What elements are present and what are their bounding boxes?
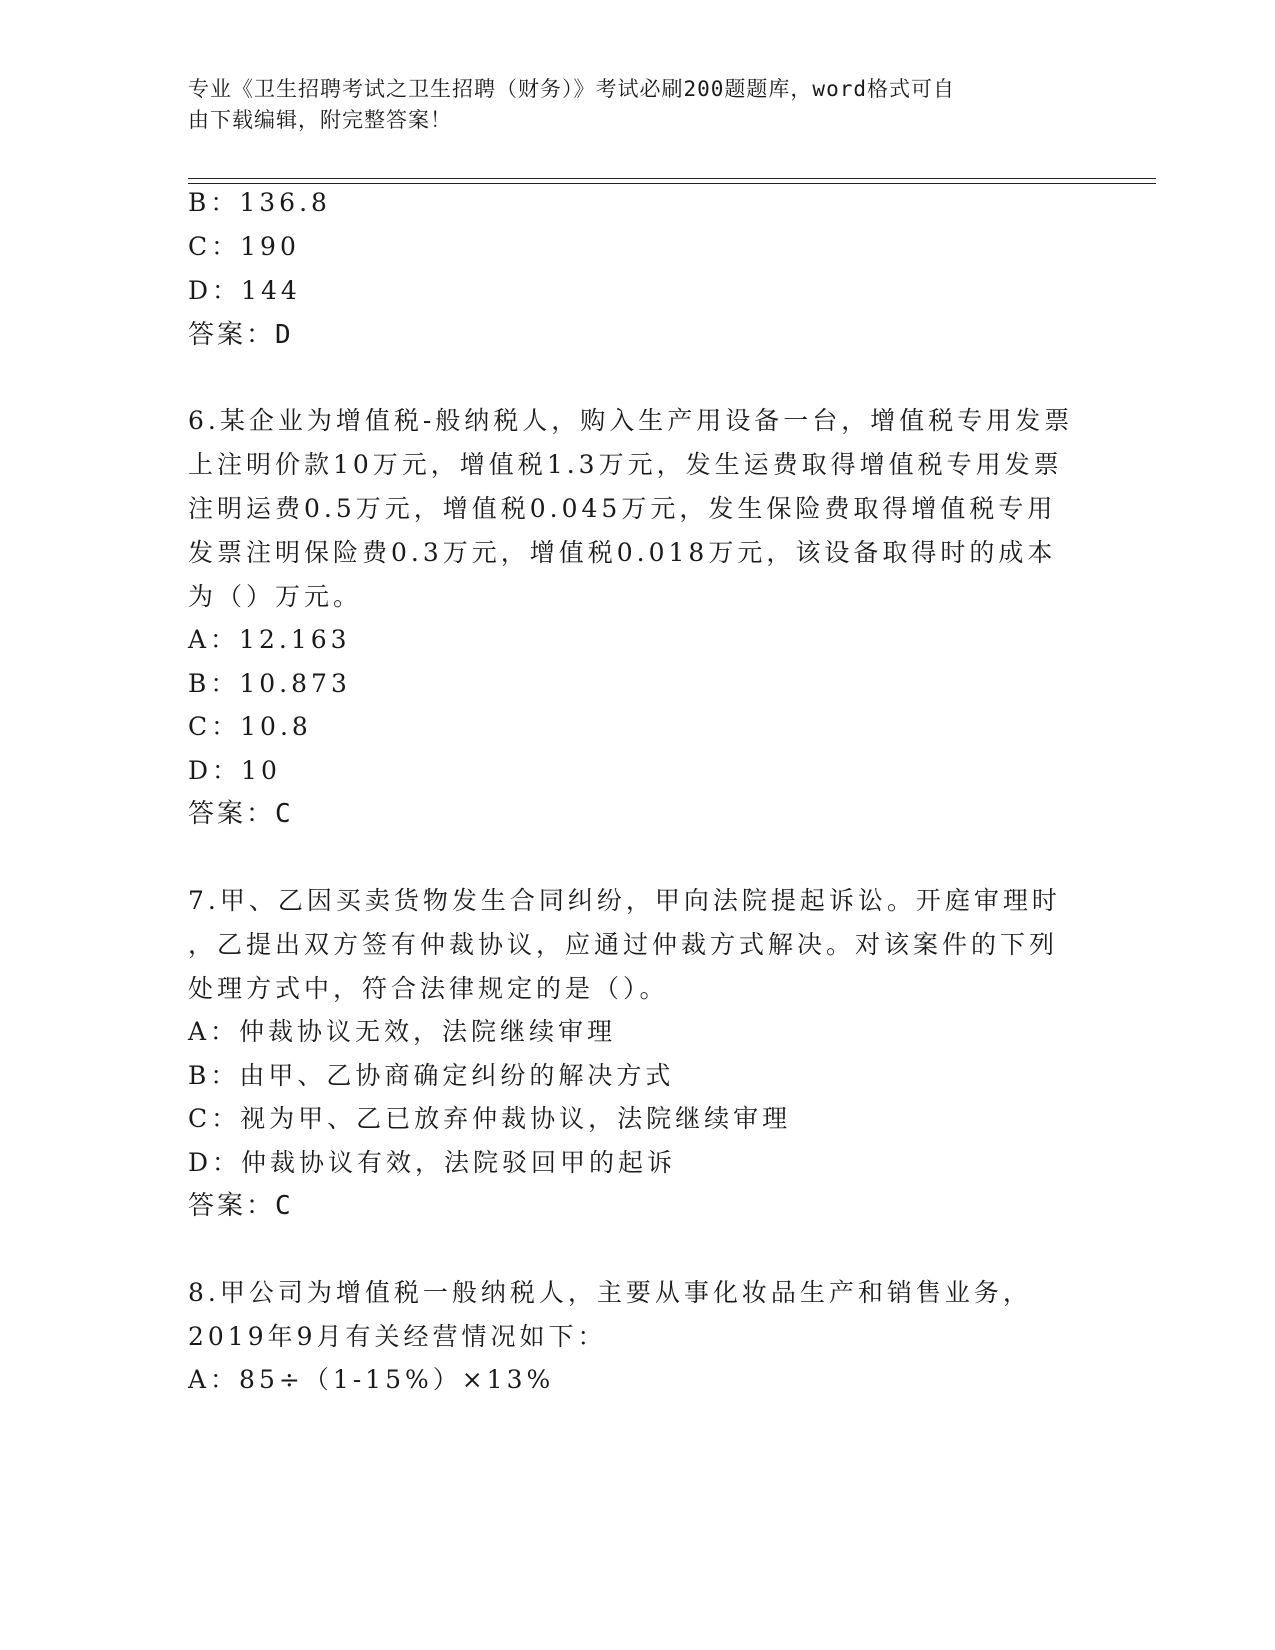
q6-stem-line-1: 6.某企业为增值税-般纳税人，购入生产用设备一台，增值税专用发票 [188, 406, 1074, 435]
q7-stem-line-1: 7.甲、乙因买卖货物发生合同纠纷，甲向法院提起诉讼。开庭审理时 [188, 886, 1061, 915]
q7-stem-line-3: 处理方式中，符合法律规定的是（）。 [188, 974, 669, 1003]
header-divider-top [188, 178, 1156, 179]
header-divider-bottom [188, 183, 1156, 184]
q8-option-a: A：85÷（1-15%）×13% [188, 1365, 555, 1394]
q6-option-d: D：10 [188, 756, 281, 785]
header-line-2: 由下载编辑，附完整答案！ [188, 108, 452, 132]
q7-option-a: A：仲裁协议无效，法院继续审理 [188, 1017, 617, 1046]
q7-option-d: D：仲裁协议有效，法院驳回甲的起诉 [188, 1148, 677, 1177]
q6-option-a: A：12.163 [188, 625, 351, 654]
q6-stem-line-3: 注明运费0.5万元，增值税0.045万元，发生保险费取得增值税专用 [188, 494, 1057, 523]
q6-option-c: C：10.8 [188, 712, 312, 741]
q6-stem-line-2: 上注明价款10万元，增值税1.3万元，发生运费取得增值税专用发票 [188, 450, 1063, 479]
document-header [188, 74, 1068, 136]
q7-answer: 答案：C [188, 1191, 294, 1221]
q6-stem-line-4: 发票注明保险费0.3万元，增值税0.018万元，该设备取得时的成本 [188, 538, 1057, 567]
q6-stem-line-5: 为（）万元。 [188, 582, 363, 611]
q6-option-b: B：10.873 [188, 669, 351, 698]
header-line-1: 专业《卫生招聘考试之卫生招聘（财务）》考试必刷200题题库，word格式可自 [188, 77, 955, 101]
q5-option-d: D：144 [188, 276, 301, 305]
q6-answer: 答案：C [188, 799, 294, 829]
q7-stem-line-2: ，乙提出双方签有仲裁协议，应通过仲裁方式解决。对该案件的下列 [188, 930, 1059, 959]
q5-answer: 答案：D [188, 320, 294, 350]
q5-option-b: B：136.8 [188, 188, 331, 217]
q7-option-c: C：视为甲、乙已放弃仲裁协议，法院继续审理 [188, 1104, 792, 1133]
q5-option-c: C：190 [188, 232, 300, 261]
q8-stem-line-1: 8.甲公司为增值税一般纳税人，主要从事化妆品生产和销售业务， [188, 1278, 1032, 1307]
q8-stem-line-2: 2019年9月有关经营情况如下： [188, 1322, 607, 1351]
q7-option-b: B：由甲、乙协商确定纠纷的解决方式 [188, 1061, 675, 1090]
